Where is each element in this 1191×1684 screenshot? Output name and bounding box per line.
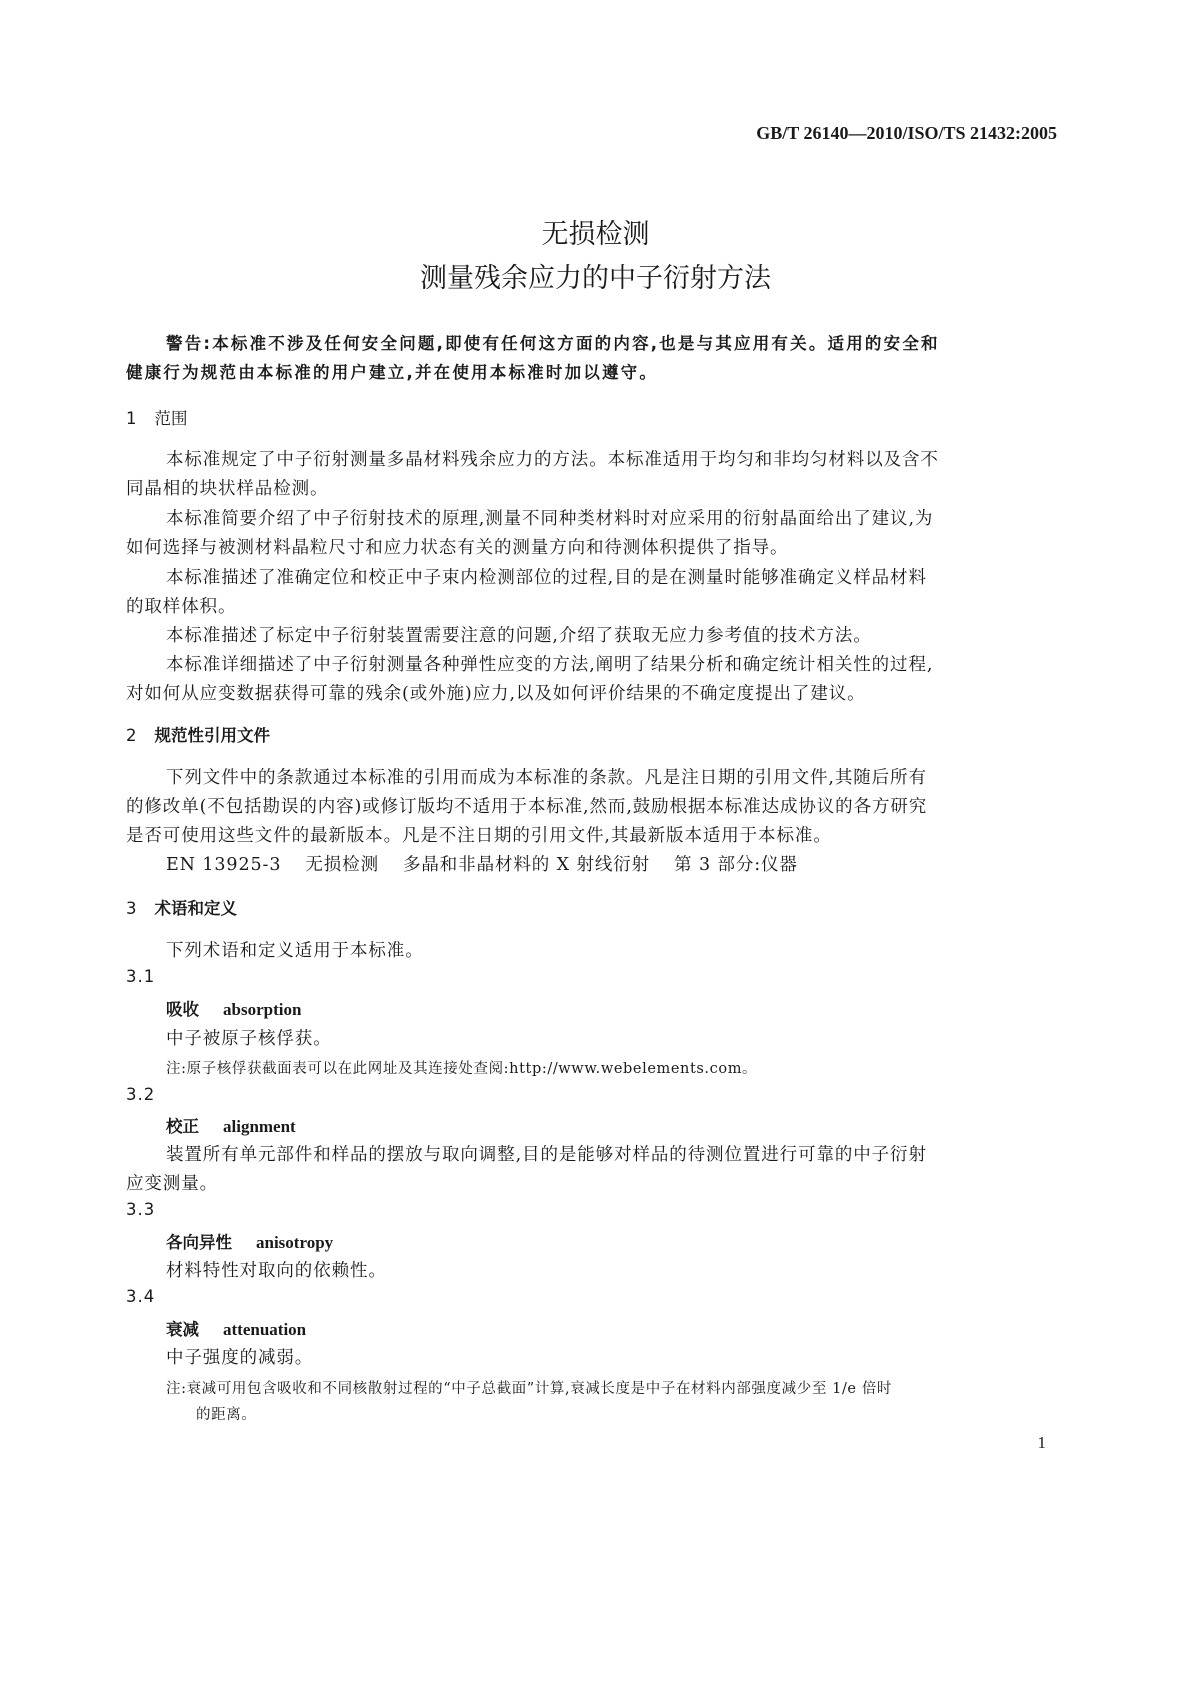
term-number: 3.1 [126,967,156,986]
paragraph-line: 如何选择与被测材料晶粒尺寸和应力状态有关的测量方向和待测体积提供了指导。 [126,538,789,558]
reference-part: 第 3 部分:仪器 [674,855,798,875]
term-note: 注:原子核俘获截面表可以在此网址及其连接处查阅:http://www.webelements.com。 [166,1061,758,1077]
term-definition: 装置所有单元部件和样品的摆放与取向调整,目的是能够对样品的待测位置进行可靠的中子衍射 [166,1145,927,1165]
section-2-heading [126,722,270,746]
paragraph-line: 本标准简要介绍了中子衍射技术的原理,测量不同种类材料时对应采用的衍射晶面给出了建议,为 [166,509,934,529]
paragraph-line: 本标准详细描述了中子衍射测量各种弹性应变的方法,阐明了结果分析和确定统计相关性的过程, [166,655,934,675]
warning-line2: 健康行为规范由本标准的用户建立,并在使用本标准时加以遵守。 [126,363,659,382]
warning-line1: 警告:本标准不涉及任何安全问题,即使有任何这方面的内容,也是与其应用有关。适用的安全和 [166,334,940,353]
term-en: alignment [223,1117,296,1136]
section-1-heading [126,405,188,429]
section-title: 规范性引用文件 [154,726,270,745]
page-title-line1: 无损检测 [541,219,650,250]
paragraph-line: 的取样体积。 [126,597,237,617]
term-number: 3.4 [126,1287,156,1306]
term-zh: 衰减 [166,1320,199,1339]
term-en: anisotropy [256,1233,334,1252]
term-zh: 校正 [166,1117,199,1136]
term-number: 3.2 [126,1085,156,1104]
term-en: absorption [223,1000,302,1019]
section-number: 2 [126,726,137,745]
page-number: 1 [1037,1433,1046,1452]
term-name [166,1229,333,1253]
reference-subtitle: 多晶和非晶材料的 X 射线衍射 [402,855,651,875]
section-title: 术语和定义 [154,899,237,918]
paragraph-line: 是否可使用这些文件的最新版本。凡是不注日期的引用文件,其最新版本适用于本标准。 [126,826,832,846]
paragraph-line: 本标准描述了准确定位和校正中子束内检测部位的过程,目的是在测量时能够准确定义样品材料 [166,568,927,588]
paragraph-line: 本标准描述了标定中子衍射装置需要注意的问题,介绍了获取无应力参考值的技术方法。 [166,626,872,646]
term-zh: 吸收 [166,1000,199,1019]
page-title-line2: 测量残余应力的中子衍射方法 [420,263,771,294]
term-note: 注:衰减可用包含吸收和不同核散射过程的“中子总截面”计算,衰减长度是中子在材料内部强度减少至 1/e 倍时 [166,1381,893,1397]
standard-code: GB/T 26140—2010/ISO/TS 21432:2005 [756,123,1057,143]
section-number: 1 [126,409,137,428]
term-definition: 材料特性对取向的依赖性。 [166,1261,387,1281]
section-3-heading [126,895,237,919]
paragraph-line: 下列术语和定义适用于本标准。 [166,941,424,961]
term-note: 的距离。 [196,1407,257,1423]
term-name [166,996,301,1020]
reference-code: EN 13925-3 [166,855,282,875]
paragraph-line: 的修改单(不包括勘误的内容)或修订版均不适用于本标准,然而,鼓励根据本标准达成协议的各方研究 [126,797,928,817]
term-definition: 中子被原子核俘获。 [166,1029,332,1049]
term-name [166,1113,296,1137]
reference-title: 无损检测 [305,855,379,875]
paragraph-line: 同晶相的块状样品检测。 [126,479,329,499]
paragraph-line: 对如何从应变数据获得可靠的残余(或外施)应力,以及如何评价结果的不确定度提出了建议。 [126,684,866,704]
paragraph-line: 本标准规定了中子衍射测量多晶材料残余应力的方法。本标准适用于均匀和非均匀材料以及含不 [166,450,939,470]
term-zh: 各向异性 [166,1233,232,1252]
section-title: 范围 [154,409,188,428]
term-definition: 中子强度的减弱。 [166,1348,314,1368]
term-definition: 应变测量。 [126,1174,218,1194]
paragraph-line: 下列文件中的条款通过本标准的引用而成为本标准的条款。凡是注日期的引用文件,其随后所有 [166,768,927,788]
normative-reference [166,851,798,876]
term-name [166,1316,306,1340]
section-number: 3 [126,899,137,918]
term-number: 3.3 [126,1200,156,1219]
term-en: attenuation [223,1320,307,1339]
